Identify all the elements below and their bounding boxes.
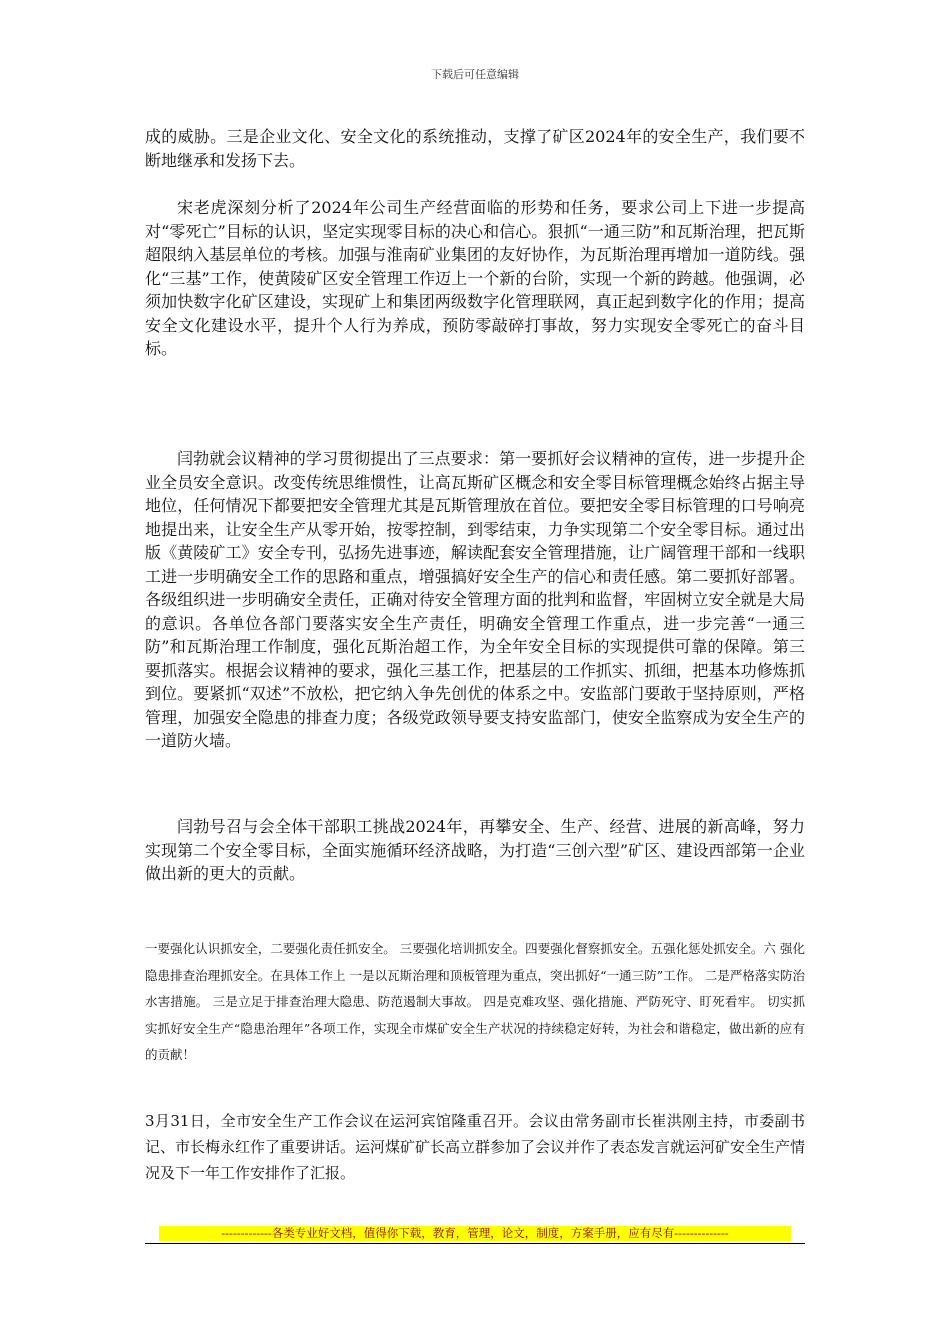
article-paragraph-1: 成的威胁。三是企业文化、安全文化的系统推动，支撑了矿区2024年的安全生产，我们要不断地继承和发扬下去。 xyxy=(145,127,805,170)
news-paragraph: 3月31日，全市安全生产工作会议在运河宾馆隆重召开。会议由常务副市长崔洪刚主持，市委副书记、市长梅永红作了重要讲话。运河煤矿矿长高立群参加了会议并作了表态发言就运河矿安全生产情况及下一年工作安排作了汇报。 xyxy=(145,1112,806,1182)
footer-divider xyxy=(145,1243,805,1244)
footer-banner: -------------各类专业好文档，值得你下载，教育，管理，论文，制度，方案手册，应有尽有-------------- xyxy=(159,1226,791,1241)
article-paragraph-3: 闫勃就会议精神的学习贯彻提出了三点要求：第一要抓好会议精神的宣传，进一步提升企业全员安全意识。改变传统思维惯性，让高瓦斯矿区概念和安全零目标管理概念始终占据主导地位，任何情况下都要把安全管理尤其是瓦斯管理放在首位。要把安全零目标管理的口号响亮地提出来，让安全生产从零开始，按零控制，到零结束，力争实现第二个安全零目标。通过出版《黄陵矿工》安全专刊，弘扬先进事迹，解读配套安全管理措施，让广阔管理干部和一线职工进一步明确安全工作的思路和重点，增强搞好安全生产的信心和责任感。第二要抓好部署。各级组织进一步明确安全责任，正确对待安全管理方面的批判和监督，牢固树立安全就是大局的意识。各单位各部门要落实安全生产责任，明确安全管理工作重点，进一步完善“一通三防”和瓦斯治理工作制度，强化瓦斯治超工作，为全年安全目标的实现提供可靠的保障。第三要抓落实。根据会议精神的要求，强化三基工作，把基层的工作抓实、抓细，把基本功修炼抓到位。要紧抓“双述”不放松，把它纳入争先创优的体系之中。安监部门要敢于坚持原则，严格管理，加强安全隐患的排查力度；各级党政领导要支持安监部门，使安全监察成为安全生产的一道防火墙。 xyxy=(145,449,805,750)
article-paragraph-2: 宋老虎深刻分析了2024年公司生产经营面临的形势和任务，要求公司上下进一步提高对“零死亡”目标的认识，坚定实现零目标的决心和信心。狠抓“一通三防”和瓦斯治理，把瓦斯超限纳入基层单位的考核。加强与淮南矿业集团的友好协作，为瓦斯治理再增加一道防线。强化“三基”工作，使黄陵矿区安全管理工作迈上一个新的台阶，实现一个新的跨越。他强调，必须加快数字化矿区建设，实现矿上和集团两级数字化管理联网，真正起到数字化的作用；提高安全文化建设水平，提升个人行为养成，预防零敲碎打事故，努力实现安全零死亡的奋斗目标。 xyxy=(145,198,805,358)
page-header: 下载后可任意编辑 xyxy=(431,68,519,81)
article-paragraph-4: 闫勃号召与会全体干部职工挑战2024年，再攀安全、生产、经营、进展的新高峰，努力实现第二个安全零目标，全面实施循环经济战略，为打造“三创六型”矿区、建设西部第一企业做出新的更大的贡献。 xyxy=(145,817,805,883)
summary-paragraph: 一要强化认识抓安全，二要强化责任抓安全。 三要强化培训抓安全。四要强化督察抓安全。五强化惩处抓安全。六 强化隐患排查治理抓安全。在具体工作上 一是以瓦斯治理和顶板管理为重点，突出抓好“一通三防”工作。 二是严格落实防治水害措施。 三是立足于排查治理大隐患、防范遏制大事故。 四是克难攻坚、强化措施、严防死守、盯死看牢。 切实抓实抓好安全生产“隐患治理年”各项工作，实现全市煤矿安全生产状况的持续稳定好转，为社会和谐稳定，做出新的应有的贡献！ xyxy=(145,941,805,1062)
